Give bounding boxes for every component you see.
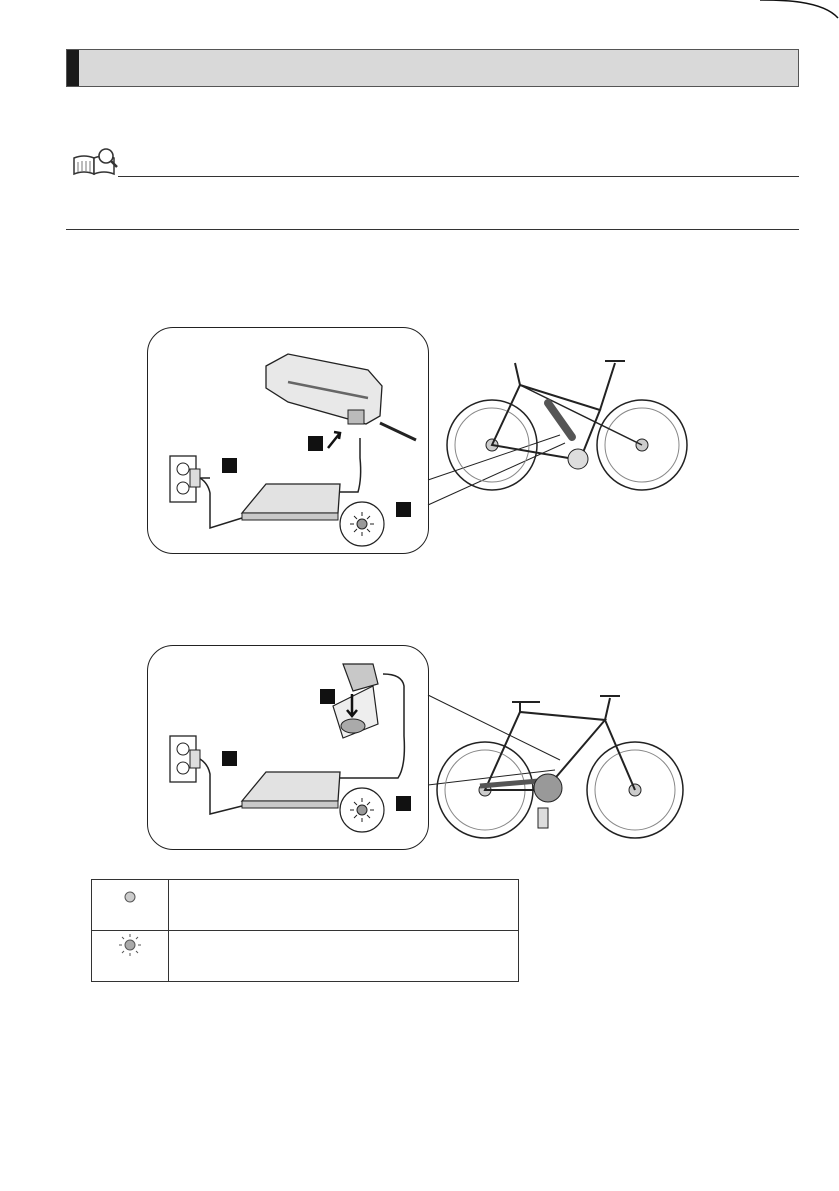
step-badge-2 — [320, 689, 335, 704]
section-header-accent — [67, 50, 79, 86]
led-blinking-icon — [92, 931, 168, 981]
note-divider — [118, 176, 799, 177]
step-badge-1 — [222, 751, 237, 766]
led-icon-cell — [92, 880, 169, 930]
table-row — [92, 931, 518, 981]
charger-unit — [242, 484, 340, 520]
step-badge-3 — [396, 796, 411, 811]
battery-pack — [266, 354, 416, 440]
page-corner-curve — [760, 0, 839, 20]
figure-battery-removed-inset — [147, 327, 429, 554]
charger-onbike-illustration — [148, 646, 430, 851]
ebike-illustration-1 — [420, 355, 700, 525]
led-icon-cell — [92, 931, 169, 981]
section-header — [66, 49, 799, 87]
step-badge-2 — [308, 436, 323, 451]
step-badge-3 — [396, 502, 411, 517]
note-end-divider — [66, 229, 799, 230]
ebike-illustration-2 — [420, 690, 700, 850]
charger-battery-illustration — [148, 328, 430, 555]
step-badge-1 — [222, 458, 237, 473]
table-row — [92, 880, 518, 931]
charger-unit — [242, 772, 340, 808]
led-off-icon — [92, 880, 168, 930]
reference-book-icon — [70, 144, 122, 188]
led-status-table — [91, 879, 519, 982]
figure-battery-on-bike-inset — [147, 645, 429, 850]
